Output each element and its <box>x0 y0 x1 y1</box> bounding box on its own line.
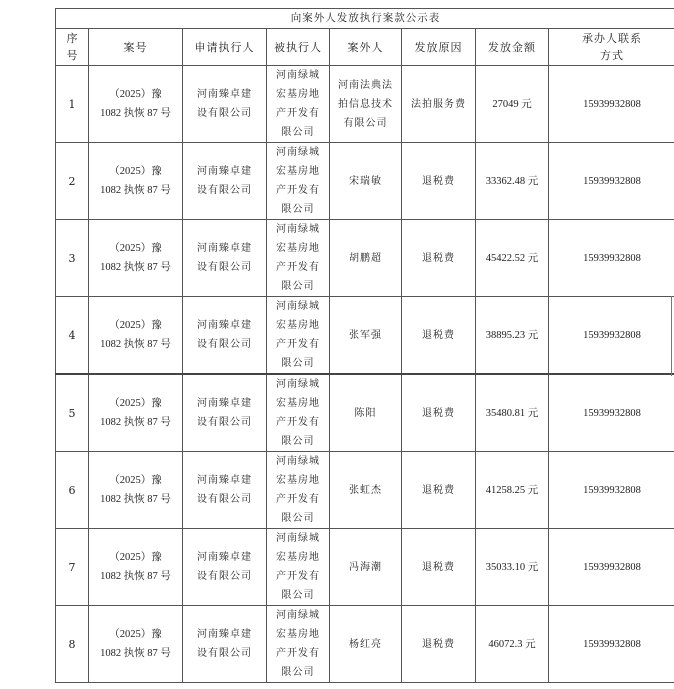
table-row <box>56 374 674 452</box>
cell-index: 3 <box>56 220 89 297</box>
cell-reason: 退税费 <box>402 529 476 606</box>
table-row <box>56 143 674 220</box>
cell-index: 7 <box>56 529 89 606</box>
cell-case-no: （2025）豫 1082 执恢 87 号 <box>89 66 183 143</box>
cell-reason: 退税费 <box>402 297 476 375</box>
cell-contact: 15939932808 <box>549 374 674 452</box>
cell-reason: 退税费 <box>402 143 476 220</box>
cell-respondent: 河南绿城宏基房地产开发有限公司 <box>267 220 330 297</box>
header-reason: 发放原因 <box>402 29 476 66</box>
cell-respondent: 河南绿城宏基房地产开发有限公司 <box>267 529 330 606</box>
cell-outsider: 河南法典法拍信息技术有限公司 <box>330 66 402 143</box>
header-contact: 承办人联系方式 <box>549 29 674 66</box>
cell-respondent: 河南绿城宏基房地产开发有限公司 <box>267 143 330 220</box>
cell-amount: 35480.81 元 <box>476 374 549 452</box>
cell-outsider: 宋瑞敏 <box>330 143 402 220</box>
cell-case-no: （2025）豫 1082 执恢 87 号 <box>89 297 183 375</box>
header-applicant: 申请执行人 <box>183 29 267 66</box>
table-row <box>56 529 674 606</box>
cell-case-no: （2025）豫 1082 执恢 87 号 <box>89 529 183 606</box>
cell-contact: 15939932808 <box>549 297 674 375</box>
cell-contact: 15939932808 <box>549 66 674 143</box>
cell-index: 8 <box>56 606 89 683</box>
cell-contact: 15939932808 <box>549 143 674 220</box>
header-amount: 发放金额 <box>476 29 549 66</box>
cell-reason: 退税费 <box>402 452 476 529</box>
header-respondent: 被执行人 <box>267 29 330 66</box>
table-row <box>56 220 674 297</box>
page-edge-rule <box>671 296 672 376</box>
cell-applicant: 河南臻卓建设有限公司 <box>183 606 267 683</box>
cell-reason: 退税费 <box>402 606 476 683</box>
cell-applicant: 河南臻卓建设有限公司 <box>183 297 267 375</box>
cell-outsider: 冯海潮 <box>330 529 402 606</box>
cell-case-no: （2025）豫 1082 执恢 87 号 <box>89 374 183 452</box>
cell-outsider: 杨红亮 <box>330 606 402 683</box>
cell-index: 5 <box>56 374 89 452</box>
cell-outsider: 陈阳 <box>330 374 402 452</box>
cell-applicant: 河南臻卓建设有限公司 <box>183 66 267 143</box>
cell-index: 1 <box>56 66 89 143</box>
table-row <box>56 297 674 375</box>
cell-amount: 27049 元 <box>476 66 549 143</box>
cell-contact: 15939932808 <box>549 529 674 606</box>
cell-applicant: 河南臻卓建设有限公司 <box>183 452 267 529</box>
cell-respondent: 河南绿城宏基房地产开发有限公司 <box>267 374 330 452</box>
table-row <box>56 452 674 529</box>
cell-case-no: （2025）豫 1082 执恢 87 号 <box>89 220 183 297</box>
table-row <box>56 66 674 143</box>
cell-applicant: 河南臻卓建设有限公司 <box>183 220 267 297</box>
cell-index: 6 <box>56 452 89 529</box>
table-title: 向案外人发放执行案款公示表 <box>56 9 674 29</box>
cell-case-no: （2025）豫 1082 执恢 87 号 <box>89 452 183 529</box>
cell-amount: 46072.3 元 <box>476 606 549 683</box>
cell-amount: 45422.52 元 <box>476 220 549 297</box>
header-index: 序号 <box>56 29 89 66</box>
cell-respondent: 河南绿城宏基房地产开发有限公司 <box>267 66 330 143</box>
cell-case-no: （2025）豫 1082 执恢 87 号 <box>89 606 183 683</box>
header-outsider: 案外人 <box>330 29 402 66</box>
cell-amount: 38895.23 元 <box>476 297 549 375</box>
cell-contact: 15939932808 <box>549 452 674 529</box>
cell-outsider: 胡鹏超 <box>330 220 402 297</box>
cell-contact: 15939932808 <box>549 606 674 683</box>
cell-respondent: 河南绿城宏基房地产开发有限公司 <box>267 606 330 683</box>
cell-case-no: （2025）豫 1082 执恢 87 号 <box>89 143 183 220</box>
cell-amount: 35033.10 元 <box>476 529 549 606</box>
cell-amount: 33362.48 元 <box>476 143 549 220</box>
cell-contact: 15939932808 <box>549 220 674 297</box>
cell-index: 4 <box>56 297 89 375</box>
header-case-no: 案号 <box>89 29 183 66</box>
cell-applicant: 河南臻卓建设有限公司 <box>183 374 267 452</box>
cell-outsider: 张军强 <box>330 297 402 375</box>
cell-respondent: 河南绿城宏基房地产开发有限公司 <box>267 452 330 529</box>
cell-index: 2 <box>56 143 89 220</box>
cell-reason: 退税费 <box>402 220 476 297</box>
cell-outsider: 张虹杰 <box>330 452 402 529</box>
cell-applicant: 河南臻卓建设有限公司 <box>183 143 267 220</box>
cell-applicant: 河南臻卓建设有限公司 <box>183 529 267 606</box>
cell-amount: 41258.25 元 <box>476 452 549 529</box>
disbursement-table <box>55 8 674 683</box>
header-row <box>56 29 674 66</box>
cell-reason: 退税费 <box>402 374 476 452</box>
cell-respondent: 河南绿城宏基房地产开发有限公司 <box>267 297 330 375</box>
document-page <box>55 8 674 683</box>
cell-reason: 法拍服务费 <box>402 66 476 143</box>
table-row <box>56 606 674 683</box>
